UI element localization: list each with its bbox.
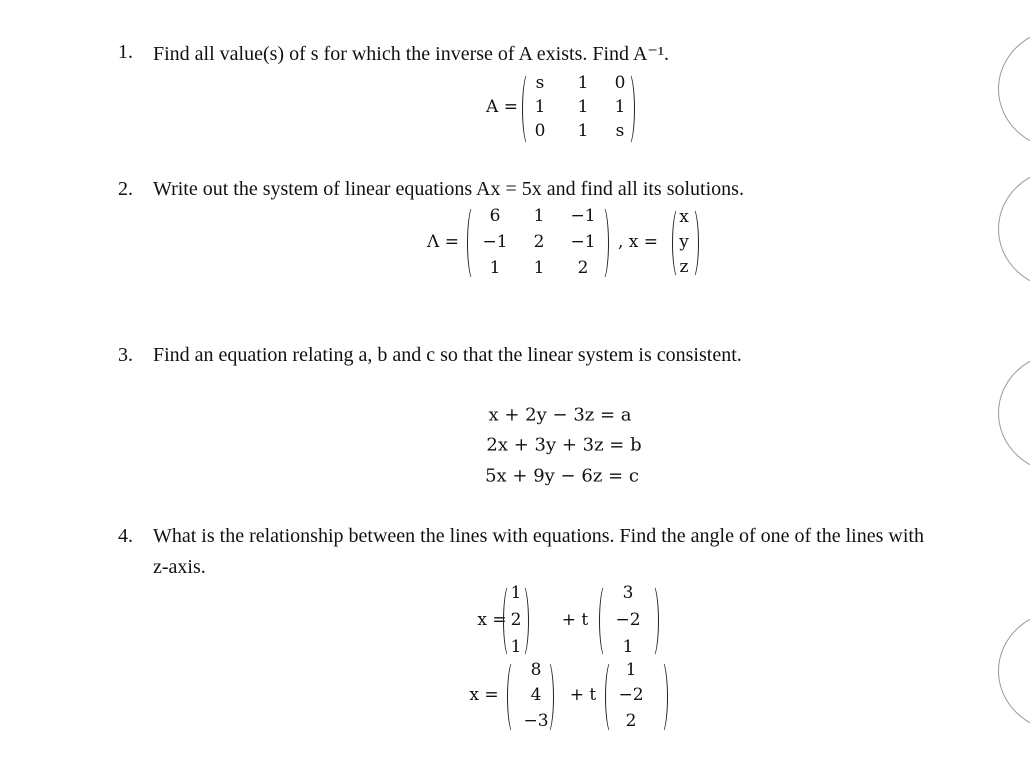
answer-circle: [998, 28, 1030, 150]
vector-cell: 3: [622, 583, 634, 603]
matrix-cell: 1: [534, 97, 546, 117]
vector-cell: 2: [510, 610, 522, 630]
matrix-cell: 1: [577, 121, 589, 141]
matrix-cell: 0: [534, 121, 546, 141]
matrix-cell: 0: [614, 73, 626, 93]
matrix-cell: −1: [570, 206, 596, 226]
equation: x + 2y − 3z = a: [488, 404, 632, 426]
matrix-label: Λ =: [427, 232, 459, 252]
answer-circle: [998, 610, 1030, 732]
right-paren: [655, 660, 668, 734]
vector-label: , x =: [617, 232, 659, 252]
vector-cell: 2: [625, 711, 637, 731]
line-label: x =: [469, 685, 499, 705]
right-paren: [646, 584, 659, 658]
question-text-continued: z-axis.: [153, 556, 206, 578]
matrix-cell: 6: [489, 206, 501, 226]
answer-circle: [998, 352, 1030, 474]
vector-cell: x: [679, 207, 689, 227]
vector-cell: 1: [510, 583, 522, 603]
vector-cell: 4: [530, 685, 542, 705]
question-text: Find all value(s) of s for which the inverse of A exists. Find A⁻¹.: [153, 43, 669, 65]
matrix-cell: 1: [489, 258, 501, 278]
vector-cell: −3: [523, 711, 549, 731]
equation: 2x + 3y + 3z = b: [486, 434, 642, 456]
matrix-label: A =: [486, 97, 518, 117]
plus-t: + t: [569, 685, 597, 705]
matrix-cell: 1: [577, 97, 589, 117]
matrix-cell: 1: [614, 97, 626, 117]
question-number: 1.: [118, 41, 133, 63]
matrix-cell: s: [615, 121, 625, 141]
left-paren: [599, 584, 612, 658]
right-paren: [596, 205, 609, 281]
question-text: Find an equation relating a, b and c so that the linear system is consistent.: [153, 344, 742, 366]
left-paren: [522, 72, 535, 146]
question-text: What is the relationship between the lines with equations. Find the angle of one of the lines with: [153, 525, 924, 547]
equation: 5x + 9y − 6z = c: [485, 465, 639, 487]
question-number: 2.: [118, 178, 133, 200]
matrix-cell: 1: [577, 73, 589, 93]
matrix-cell: −1: [570, 232, 596, 252]
vector-cell: 8: [530, 660, 542, 680]
matrix-cell: 2: [577, 258, 589, 278]
vector-cell: y: [679, 232, 689, 252]
vector-cell: 1: [622, 637, 634, 657]
answer-circle: [998, 168, 1030, 290]
matrix-cell: −1: [482, 232, 508, 252]
left-paren: [467, 205, 480, 281]
matrix-cell: 1: [533, 258, 545, 278]
matrix-cell: 1: [533, 206, 545, 226]
matrix-cell: 2: [533, 232, 545, 252]
question-number: 4.: [118, 525, 133, 547]
question-number: 3.: [118, 344, 133, 366]
left-paren: [507, 660, 520, 734]
vector-cell: z: [679, 257, 689, 277]
vector-cell: −2: [618, 685, 644, 705]
question-text: Write out the system of linear equations Ax = 5x and find all its solutions.: [153, 178, 744, 200]
plus-t: + t: [561, 610, 589, 630]
vector-cell: 1: [625, 660, 637, 680]
vector-cell: 1: [510, 637, 522, 657]
left-paren: [605, 660, 618, 734]
matrix-cell: s: [535, 73, 545, 93]
line-label: x =: [477, 610, 507, 630]
vector-cell: −2: [615, 610, 641, 630]
